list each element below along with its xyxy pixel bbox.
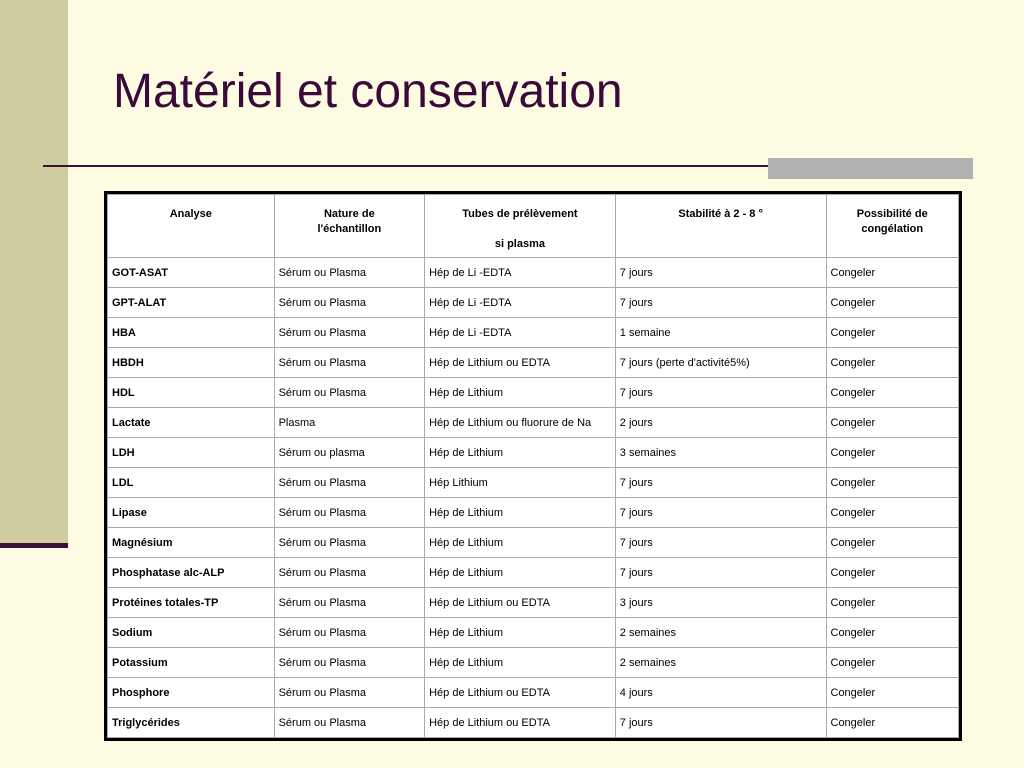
- header-nature: [274, 195, 425, 258]
- cell-nature: Sérum ou Plasma: [274, 348, 425, 378]
- header-analyse: [108, 195, 275, 258]
- header-tubes-line1: Tubes de prélèvement: [462, 208, 578, 220]
- table-row: [108, 588, 959, 618]
- title-divider-line: [43, 165, 773, 167]
- cell-nature: Sérum ou Plasma: [274, 618, 425, 648]
- table-header-row: [108, 195, 959, 258]
- cell-stabilite: 3 jours: [615, 588, 826, 618]
- cell-analyse: GOT-ASAT: [108, 258, 275, 288]
- cell-nature: Sérum ou plasma: [274, 438, 425, 468]
- conservation-table-frame: [104, 191, 962, 741]
- header-possibilite-line1: Possibilité de: [856, 208, 928, 220]
- cell-tubes: Hép de Lithium ou EDTA: [425, 588, 616, 618]
- cell-stabilite: 1 semaine: [615, 318, 826, 348]
- header-stabilite-label: Stabilité à 2 - 8 °: [678, 208, 763, 220]
- cell-analyse: Protéines totales-TP: [108, 588, 275, 618]
- cell-tubes: Hép de Lithium: [425, 648, 616, 678]
- cell-tubes: Hép de Li -EDTA: [425, 288, 616, 318]
- cell-congelation: Congeler: [826, 618, 959, 648]
- left-band-underline: [0, 543, 68, 548]
- cell-tubes: Hép de Lithium: [425, 498, 616, 528]
- left-decorative-band: [0, 0, 68, 548]
- table-row: [108, 468, 959, 498]
- cell-stabilite: 3 semaines: [615, 438, 826, 468]
- cell-nature: Sérum ou Plasma: [274, 648, 425, 678]
- header-nature-line1: Nature de: [323, 208, 375, 220]
- cell-congelation: Congeler: [826, 498, 959, 528]
- header-stabilite: [615, 195, 826, 258]
- cell-nature: Plasma: [274, 408, 425, 438]
- cell-stabilite: 7 jours: [615, 528, 826, 558]
- header-nature-line2: l'échantillon: [317, 223, 382, 235]
- cell-tubes: Hép de Lithium ou EDTA: [425, 708, 616, 738]
- cell-analyse: Phosphore: [108, 678, 275, 708]
- cell-tubes: Hép de Lithium: [425, 438, 616, 468]
- cell-tubes: Hép de Lithium ou fluorure de Na: [425, 408, 616, 438]
- cell-congelation: Congeler: [826, 378, 959, 408]
- cell-stabilite: 2 semaines: [615, 618, 826, 648]
- header-possibilite: [826, 195, 959, 258]
- cell-nature: Sérum ou Plasma: [274, 558, 425, 588]
- cell-congelation: Congeler: [826, 468, 959, 498]
- slide-title: Matériel et conservation: [113, 65, 623, 118]
- table-row: [108, 558, 959, 588]
- header-analyse-label: Analyse: [169, 208, 212, 220]
- table-row: [108, 438, 959, 468]
- cell-analyse: Sodium: [108, 618, 275, 648]
- cell-nature: Sérum ou Plasma: [274, 468, 425, 498]
- cell-congelation: Congeler: [826, 588, 959, 618]
- cell-analyse: HBA: [108, 318, 275, 348]
- cell-analyse: Magnésium: [108, 528, 275, 558]
- conservation-table: [107, 194, 959, 738]
- cell-nature: Sérum ou Plasma: [274, 678, 425, 708]
- cell-congelation: Congeler: [826, 318, 959, 348]
- cell-tubes: Hép de Li -EDTA: [425, 258, 616, 288]
- cell-stabilite: 4 jours: [615, 678, 826, 708]
- cell-tubes: Hép de Lithium: [425, 558, 616, 588]
- cell-congelation: Congeler: [826, 558, 959, 588]
- cell-congelation: Congeler: [826, 678, 959, 708]
- cell-tubes: Hép de Li -EDTA: [425, 318, 616, 348]
- cell-tubes: Hép de Lithium ou EDTA: [425, 678, 616, 708]
- cell-congelation: Congeler: [826, 528, 959, 558]
- table-row: [108, 528, 959, 558]
- cell-analyse: Lipase: [108, 498, 275, 528]
- title-divider-gray-bar: [768, 158, 973, 179]
- table-row: [108, 498, 959, 528]
- cell-stabilite: 7 jours: [615, 558, 826, 588]
- table-row: [108, 318, 959, 348]
- cell-congelation: Congeler: [826, 648, 959, 678]
- cell-tubes: Hép de Lithium: [425, 618, 616, 648]
- cell-stabilite: 7 jours (perte d'activité5%): [615, 348, 826, 378]
- cell-tubes: Hép de Lithium: [425, 378, 616, 408]
- cell-stabilite: 2 semaines: [615, 648, 826, 678]
- cell-stabilite: 7 jours: [615, 258, 826, 288]
- table-row: [108, 378, 959, 408]
- cell-stabilite: 7 jours: [615, 498, 826, 528]
- cell-nature: Sérum ou Plasma: [274, 708, 425, 738]
- cell-analyse: LDL: [108, 468, 275, 498]
- table-row: [108, 408, 959, 438]
- table-body: [108, 258, 959, 738]
- table-row: [108, 648, 959, 678]
- cell-nature: Sérum ou Plasma: [274, 528, 425, 558]
- cell-nature: Sérum ou Plasma: [274, 378, 425, 408]
- cell-analyse: Phosphatase alc-ALP: [108, 558, 275, 588]
- table-row: [108, 708, 959, 738]
- cell-stabilite: 7 jours: [615, 468, 826, 498]
- cell-congelation: Congeler: [826, 288, 959, 318]
- table-row: [108, 678, 959, 708]
- cell-nature: Sérum ou Plasma: [274, 258, 425, 288]
- cell-stabilite: 7 jours: [615, 378, 826, 408]
- header-possibilite-line2: congélation: [861, 223, 924, 235]
- cell-congelation: Congeler: [826, 348, 959, 378]
- cell-analyse: HDL: [108, 378, 275, 408]
- cell-stabilite: 7 jours: [615, 288, 826, 318]
- cell-stabilite: 7 jours: [615, 708, 826, 738]
- header-tubes-line2: si plasma: [494, 238, 545, 250]
- cell-analyse: Triglycérides: [108, 708, 275, 738]
- cell-tubes: Hép de Lithium ou EDTA: [425, 348, 616, 378]
- cell-nature: Sérum ou Plasma: [274, 588, 425, 618]
- cell-congelation: Congeler: [826, 708, 959, 738]
- header-tubes: [425, 195, 616, 258]
- table-row: [108, 618, 959, 648]
- table-row: [108, 258, 959, 288]
- cell-nature: Sérum ou Plasma: [274, 318, 425, 348]
- cell-analyse: HBDH: [108, 348, 275, 378]
- cell-stabilite: 2 jours: [615, 408, 826, 438]
- cell-analyse: GPT-ALAT: [108, 288, 275, 318]
- table-row: [108, 348, 959, 378]
- cell-congelation: Congeler: [826, 438, 959, 468]
- cell-congelation: Congeler: [826, 408, 959, 438]
- cell-tubes: Hép Lithium: [425, 468, 616, 498]
- cell-congelation: Congeler: [826, 258, 959, 288]
- table-row: [108, 288, 959, 318]
- cell-tubes: Hép de Lithium: [425, 528, 616, 558]
- cell-analyse: LDH: [108, 438, 275, 468]
- cell-analyse: Lactate: [108, 408, 275, 438]
- cell-analyse: Potassium: [108, 648, 275, 678]
- cell-nature: Sérum ou Plasma: [274, 288, 425, 318]
- cell-nature: Sérum ou Plasma: [274, 498, 425, 528]
